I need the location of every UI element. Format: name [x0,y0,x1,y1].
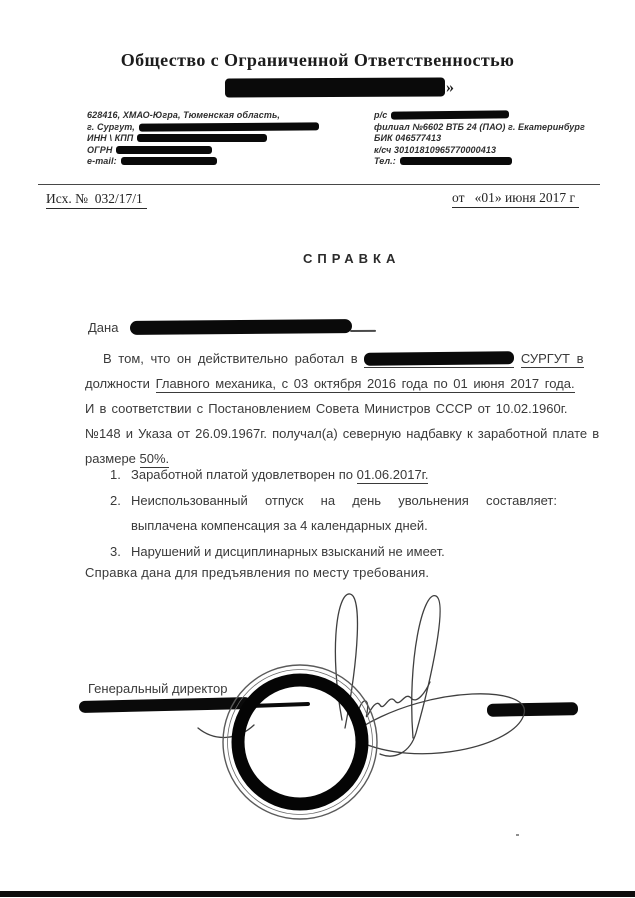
position-and-dates-underlined: Главного механика, с 03 октября 2016 года по 01 июня 2017 года. [155,376,575,391]
email-label: e-mail: [87,156,117,166]
employer-redaction-wrap [364,351,514,368]
salary-text: Заработной платой удовлетворен по [131,467,357,482]
city-line [87,122,319,134]
list-item-text: Неиспользованный отпуск на день увольнения составляет: выплачена компенсация за 4 календарных дней. [131,492,557,533]
main-paragraph [85,349,600,474]
org-name-closing-quote: » [446,78,454,96]
street-redaction-bar [139,122,319,131]
paragraph-line-1 [85,349,584,374]
org-name-redaction-bar [225,77,445,97]
scan-bottom-edge [0,891,635,897]
paragraph-line-3: И в соответствии с Постановлением Совета Министров СССР от 10.02.1960г. [85,401,568,416]
bik-line: БИК 046577413 [374,133,442,143]
purpose-note: Справка дана для предъявления по месту требования. [85,565,430,580]
list-item-number: 3. [110,543,121,559]
document-date: от «01» июня 2017 г [452,190,579,208]
email-redaction-bar [121,157,217,165]
inn-kpp-label: ИНН \ КПП [87,133,134,143]
list-item [110,462,557,488]
corr-account-line: к/сч 30101810965770000413 [374,144,497,155]
org-type-heading: Общество с Ограниченной Ответственностью [120,50,515,70]
allowance-percent-underlined: 50%. [139,451,170,466]
employer-redaction-bar [364,351,514,366]
account-label: р/с [374,110,388,120]
list-item-text [131,462,557,488]
position-label: должности [85,376,150,391]
bank-branch-line: филиал №6602 ВТБ 24 (ПАО) г. Екатеринбург [374,121,585,132]
company-requisites-left [87,110,319,168]
inn-kpp-redaction-bar [137,134,267,142]
city-label: г. Сургут, [87,121,135,132]
scan-speck [516,834,519,836]
address-line: 628416, ХМАО-Югра, Тюменская область, [87,110,280,120]
email-line [87,156,319,168]
org-name-row [225,78,454,97]
stamp-redaction-ring [238,680,362,804]
issued-label: Дана [88,320,119,335]
list-item-number: 1. [110,467,121,482]
conditions-list [110,462,557,564]
issued-to-line [88,320,352,335]
bank-requisites-right [374,110,585,168]
outgoing-number: Исх. № 032/17/1 [46,191,147,209]
list-item [110,488,557,539]
stamp-inner-circle [228,670,373,815]
paragraph-line-4: №148 и Указа от 26.09.1967г. получал(а) северную надбавку к заработной плате в [85,426,600,441]
account-line [374,110,585,122]
account-redaction-bar [391,110,509,119]
paragraph-line-2 [85,374,575,399]
header-divider-line [38,184,600,185]
document-title: СПРАВКА [303,251,401,266]
allowance-label: размере [85,451,136,466]
phone-line [374,156,585,168]
employee-name-redaction-bar [130,319,352,335]
ogrn-redaction-bar [116,146,212,154]
inn-kpp-line [87,133,319,145]
salary-date-underlined: 01.06.2017г. [356,467,429,482]
paragraph-text: В том, что он действительно работал в [103,351,358,366]
stamp-outer-circle [223,665,377,819]
signer-position-title: Генеральный директор [88,681,228,696]
stamp-and-signature [180,578,600,843]
ogrn-line [87,145,319,157]
employer-city-underlined: СУРГУТ в [520,351,584,366]
phone-redaction-bar [400,157,512,165]
list-item [110,539,557,565]
list-item-text: Нарушений и дисциплинарных взысканий не имеет. [131,543,445,559]
list-item-number: 2. [110,492,121,508]
ogrn-label: ОГРН [87,144,113,155]
phone-label: Тел.: [374,156,396,166]
